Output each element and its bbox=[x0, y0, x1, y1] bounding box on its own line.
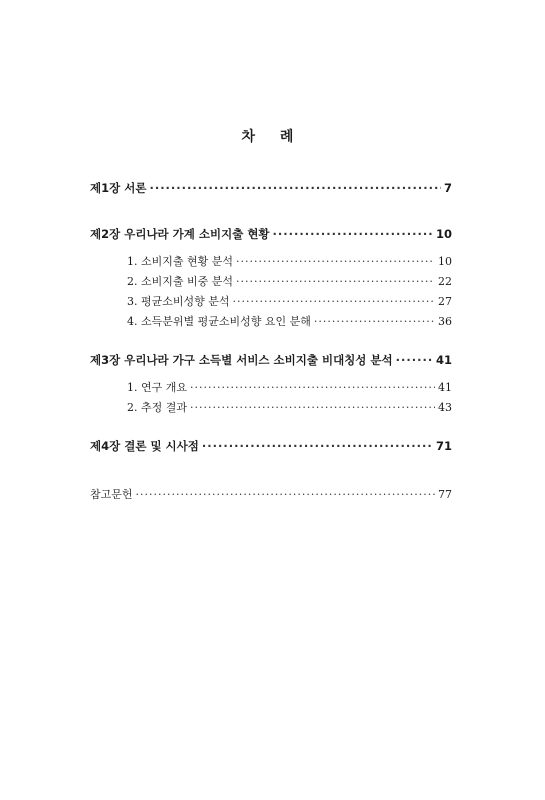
page-number: 36 bbox=[438, 315, 452, 328]
page-number: 22 bbox=[438, 275, 452, 288]
dot-leader bbox=[190, 381, 435, 394]
toc-section-3-2[interactable] bbox=[127, 399, 452, 415]
chapter-label: 제2장 우리나라 가계 소비지출 현황 bbox=[90, 227, 270, 241]
dot-leader bbox=[314, 315, 435, 328]
toc-section-2-2[interactable] bbox=[127, 273, 452, 289]
toc-section-3-1[interactable] bbox=[127, 379, 452, 395]
page-number: 43 bbox=[438, 401, 452, 414]
dot-leader bbox=[273, 227, 433, 241]
chapter-label: 제1장 서론 bbox=[90, 181, 147, 195]
toc-chapter-1[interactable] bbox=[90, 180, 452, 196]
section-label: 1. 연구 개요 bbox=[127, 381, 187, 394]
toc-chapter-3[interactable] bbox=[90, 352, 452, 368]
toc-section-2-4[interactable] bbox=[127, 313, 452, 329]
toc-chapter-4[interactable] bbox=[90, 438, 452, 454]
section-label: 4. 소득분위별 평균소비성향 요인 분해 bbox=[127, 315, 311, 328]
section-label: 2. 추정 결과 bbox=[127, 401, 187, 414]
references-label: 참고문헌 bbox=[90, 488, 133, 501]
dot-leader bbox=[190, 401, 435, 414]
page-number: 41 bbox=[435, 353, 452, 367]
dot-leader bbox=[236, 275, 435, 288]
dot-leader bbox=[136, 488, 435, 501]
chapter-label: 제4장 결론 및 시사점 bbox=[90, 439, 199, 453]
page-number: 7 bbox=[443, 181, 452, 195]
toc-title: 차 례 bbox=[241, 129, 304, 145]
page-number: 10 bbox=[438, 255, 452, 268]
page-number: 77 bbox=[438, 488, 452, 501]
chapter-label: 제3장 우리나라 가구 소득별 서비스 소비지출 비대칭성 분석 bbox=[90, 353, 393, 367]
page-number: 41 bbox=[438, 381, 452, 394]
page-number: 71 bbox=[435, 439, 452, 453]
dot-leader bbox=[202, 439, 433, 453]
dot-leader bbox=[396, 353, 433, 367]
toc-section-2-3[interactable] bbox=[127, 293, 452, 309]
section-label: 1. 소비지출 현황 분석 bbox=[127, 255, 233, 268]
toc-chapter-2[interactable] bbox=[90, 226, 452, 242]
toc-section-2-1[interactable] bbox=[127, 253, 452, 269]
page-number: 27 bbox=[438, 295, 452, 308]
section-label: 3. 평균소비성향 분석 bbox=[127, 295, 230, 308]
toc-references[interactable] bbox=[90, 486, 452, 502]
dot-leader bbox=[233, 295, 436, 308]
dot-leader bbox=[149, 181, 441, 195]
page-number: 10 bbox=[435, 227, 452, 241]
section-label: 2. 소비지출 비중 분석 bbox=[127, 275, 233, 288]
dot-leader bbox=[236, 255, 435, 268]
